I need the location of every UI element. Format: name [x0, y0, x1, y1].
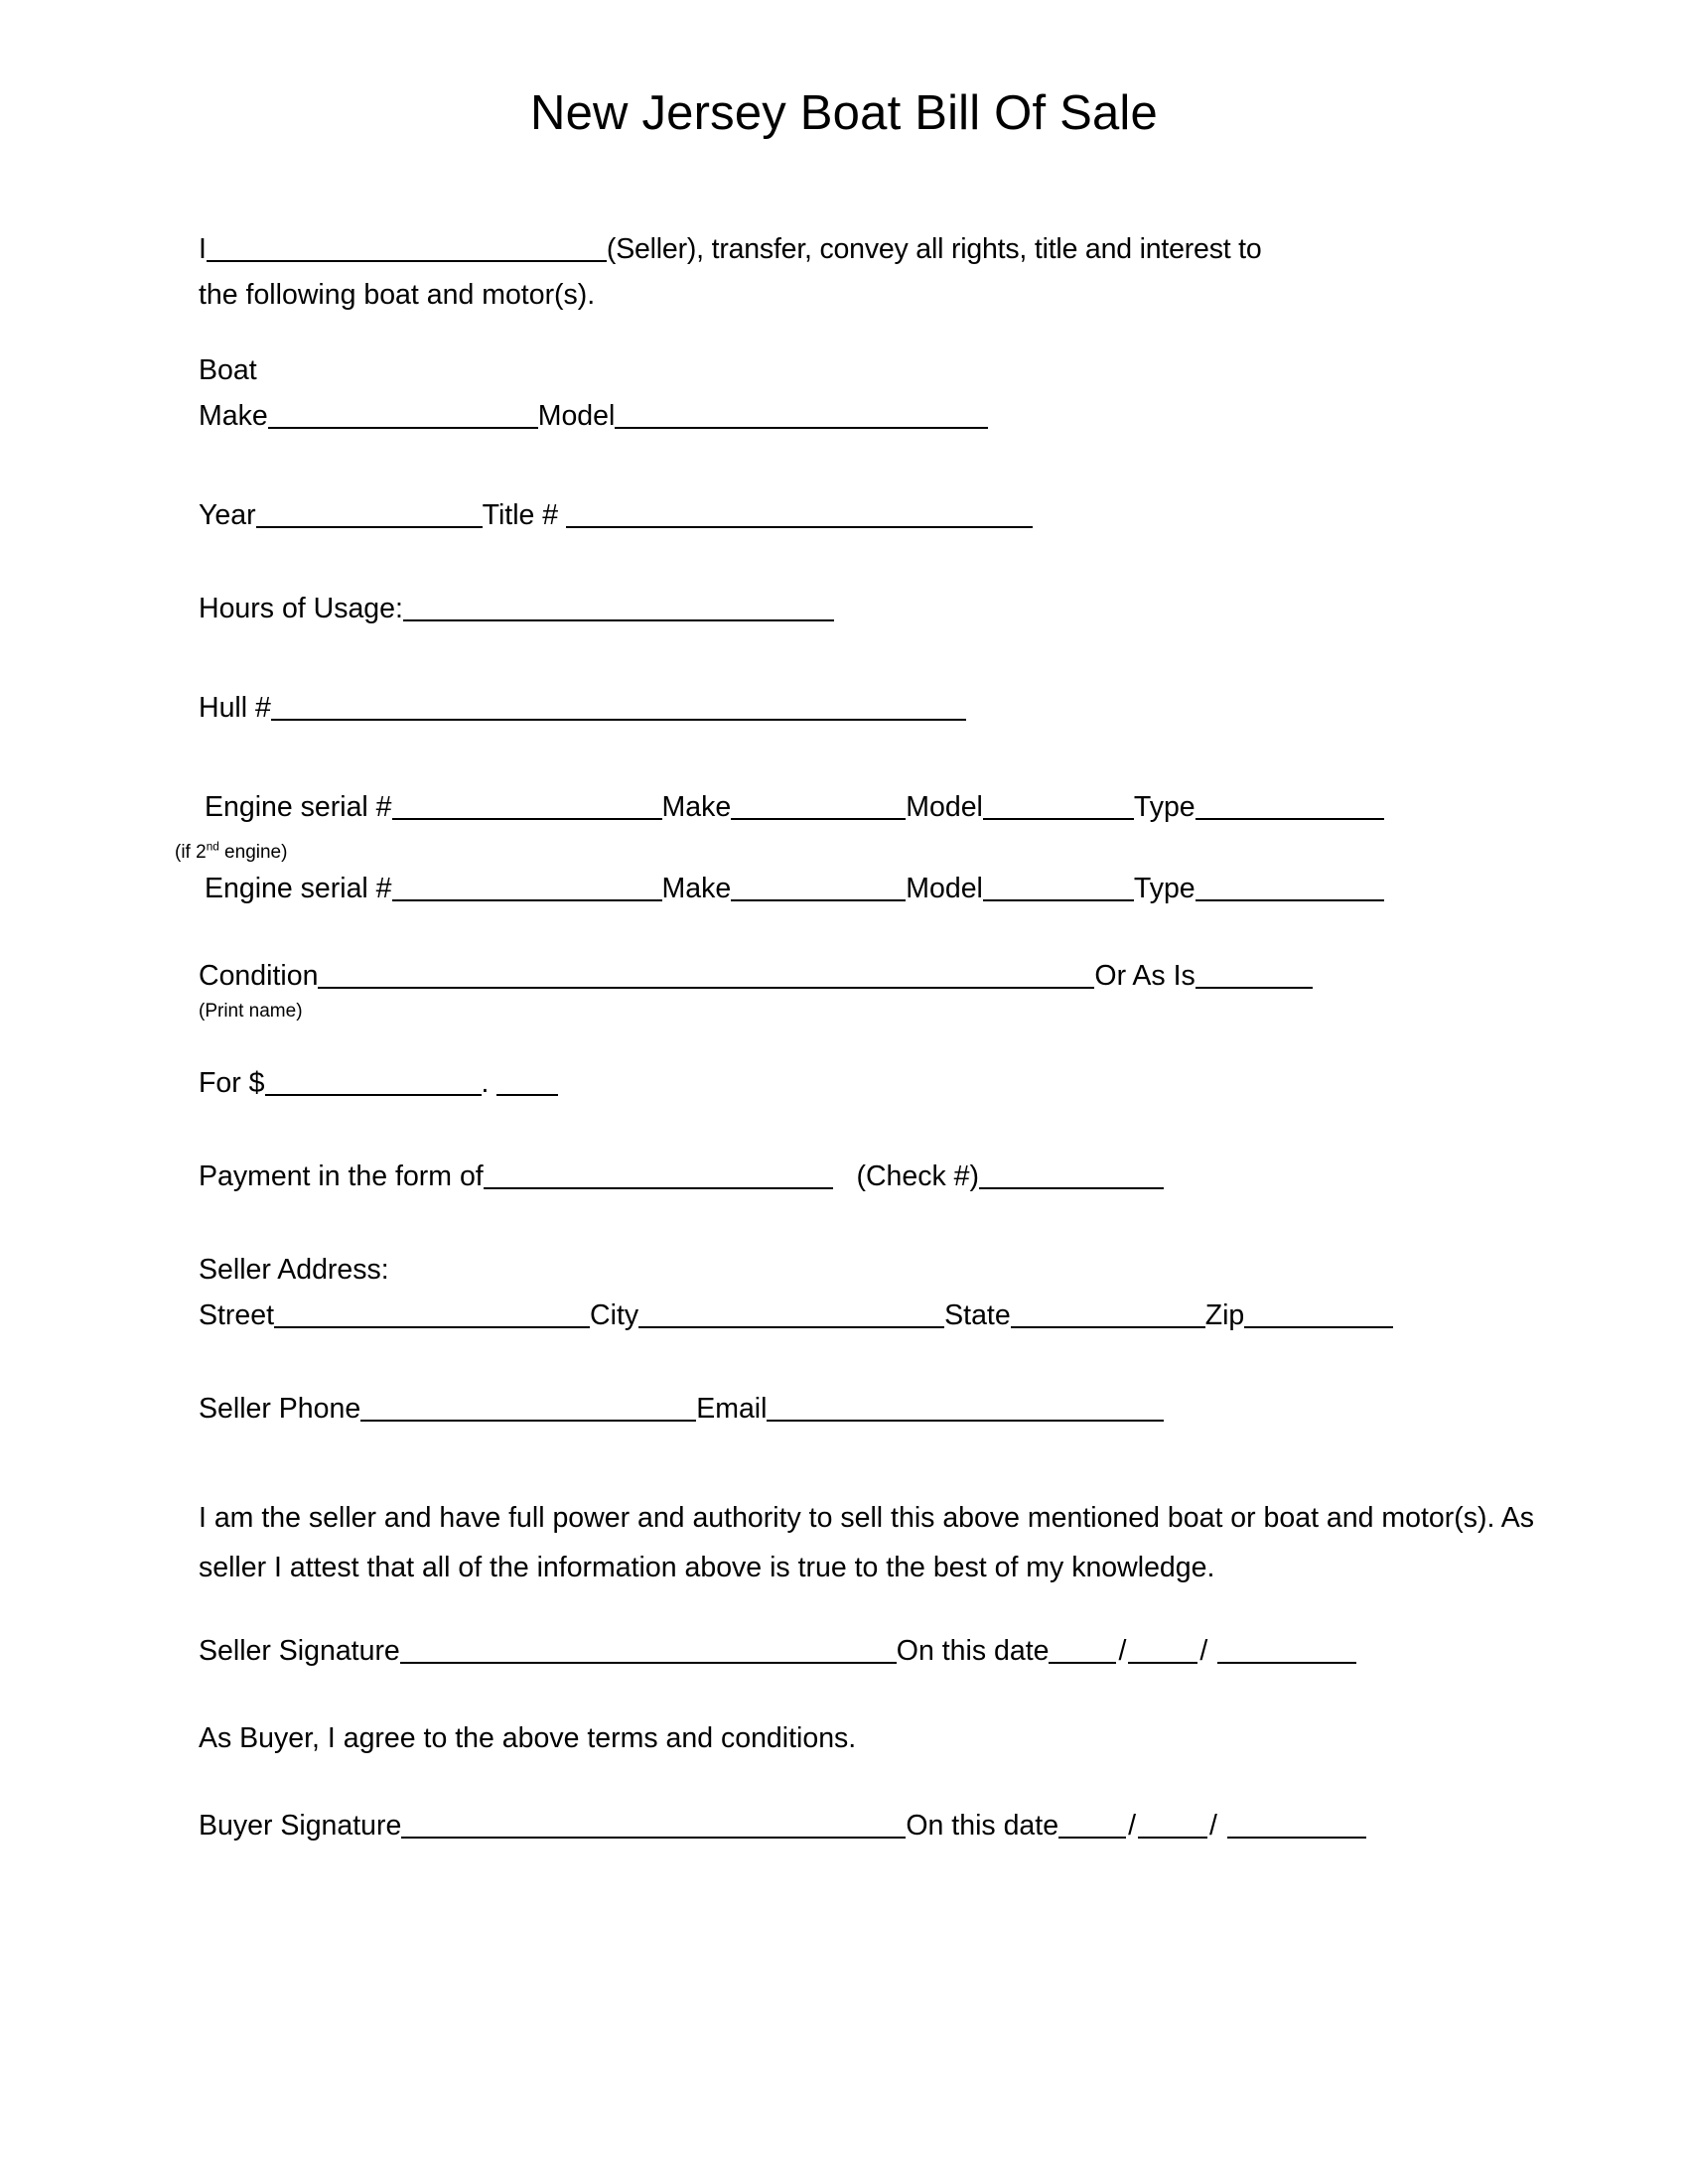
price-cents-blank[interactable]	[496, 1094, 558, 1096]
payment-form-blank[interactable]	[484, 1187, 833, 1189]
intro-line-1	[199, 226, 1549, 272]
intro-after-blank-text: (Seller), transfer, convey all rights, title and interest to	[606, 233, 1262, 265]
seller-address-heading-row	[199, 1247, 1549, 1293]
engine-2-row	[205, 866, 1549, 911]
spacer	[199, 830, 1549, 840]
seller-signature-row	[199, 1628, 1549, 1674]
seller-email-label: Email	[696, 1393, 768, 1425]
boat-make-blank[interactable]	[268, 427, 538, 429]
engine-1-serial-blank[interactable]	[392, 818, 662, 820]
street-blank[interactable]	[274, 1326, 590, 1328]
buyer-terms-text: As Buyer, I agree to the above terms and conditions.	[199, 1722, 857, 1754]
check-number-label: (Check #)	[856, 1160, 980, 1192]
engine-2-model-label: Model	[906, 873, 983, 904]
second-engine-note-suffix: engine)	[218, 842, 288, 863]
spacer	[199, 1024, 1549, 1060]
second-engine-ordinal: nd	[206, 840, 219, 854]
engine-1-make-blank[interactable]	[731, 818, 906, 820]
payment-gap	[833, 1160, 857, 1192]
seller-date-slash-2: /	[1199, 1635, 1208, 1667]
zip-label: Zip	[1204, 1299, 1245, 1331]
condition-blank[interactable]	[318, 987, 1094, 989]
boat-heading-row	[199, 347, 1549, 393]
price-dollars-blank[interactable]	[265, 1094, 482, 1096]
engine-1-row	[205, 784, 1549, 830]
spacer	[199, 1761, 1549, 1803]
buyer-signature-blank[interactable]	[401, 1837, 906, 1839]
spacer	[199, 731, 1549, 784]
seller-date-month-blank[interactable]	[1049, 1662, 1116, 1664]
spacer	[199, 439, 1549, 492]
engine-2-serial-blank[interactable]	[392, 899, 662, 901]
or-as-is-label: Or As Is	[1094, 960, 1196, 992]
hull-label: Hull #	[199, 692, 271, 724]
buyer-date-month-blank[interactable]	[1058, 1837, 1126, 1839]
second-engine-note	[175, 840, 1549, 866]
spacer	[199, 1592, 1549, 1628]
seller-address-heading: Seller Address:	[199, 1254, 389, 1286]
engine-2-type-label: Type	[1133, 873, 1196, 904]
spacer	[199, 1199, 1549, 1247]
engine-2-serial-label: Engine serial #	[205, 873, 392, 904]
buyer-terms-row	[199, 1715, 1549, 1761]
buyer-date-slash-1: /	[1128, 1810, 1136, 1842]
buyer-date-slash-2: /	[1208, 1810, 1217, 1842]
buyer-date-year-blank[interactable]	[1227, 1837, 1366, 1839]
seller-date-slash-1: /	[1118, 1635, 1127, 1667]
boat-year-label: Year	[199, 499, 256, 531]
city-blank[interactable]	[638, 1326, 944, 1328]
seller-name-blank[interactable]	[207, 260, 607, 262]
check-number-blank[interactable]	[979, 1187, 1164, 1189]
price-decimal-point: .	[481, 1067, 497, 1099]
engine-1-type-label: Type	[1133, 791, 1196, 823]
seller-signature-blank[interactable]	[400, 1662, 897, 1664]
hours-label: Hours of Usage:	[199, 593, 403, 624]
boat-title-label: Title #	[482, 499, 567, 531]
spacer	[199, 1674, 1549, 1715]
buyer-signature-label: Buyer Signature	[199, 1810, 402, 1842]
buyer-date-day-blank[interactable]	[1138, 1837, 1207, 1839]
intro-line2-text: the following boat and motor(s).	[199, 279, 596, 311]
boat-year-title-row	[199, 492, 1549, 538]
city-label: City	[590, 1299, 639, 1331]
price-for-label: For $	[199, 1067, 265, 1099]
zip-blank[interactable]	[1244, 1326, 1393, 1328]
engine-1-model-label: Model	[906, 791, 983, 823]
condition-row	[199, 953, 1549, 999]
spacer	[199, 911, 1549, 953]
seller-date-year-blank[interactable]	[1217, 1662, 1356, 1664]
price-row	[199, 1060, 1549, 1106]
hull-row	[199, 685, 1549, 731]
spacer	[199, 318, 1549, 347]
engine-2-make-blank[interactable]	[731, 899, 906, 901]
seller-signature-label: Seller Signature	[199, 1635, 400, 1667]
seller-phone-label: Seller Phone	[199, 1393, 361, 1425]
boat-model-blank[interactable]	[615, 427, 988, 429]
spacer	[199, 1338, 1549, 1386]
seller-date-day-blank[interactable]	[1128, 1662, 1197, 1664]
form-body	[175, 226, 1549, 1848]
second-engine-note-prefix: (if 2	[175, 842, 207, 863]
seller-signature-date-label: On this date	[896, 1635, 1050, 1667]
boat-heading: Boat	[199, 354, 257, 386]
hours-of-usage-row	[199, 586, 1549, 631]
spacer	[199, 1106, 1549, 1154]
hours-blank[interactable]	[403, 619, 834, 621]
attestation-paragraph: I am the seller and have full power and authority to sell this above mentioned boat or boat and motor(s). As seller I attest that all of the information above is true to the best of my knowledge.	[199, 1502, 1535, 1583]
boat-model-label: Model	[537, 400, 616, 432]
engine-1-model-blank[interactable]	[983, 818, 1134, 820]
state-blank[interactable]	[1011, 1326, 1205, 1328]
engine-2-type-blank[interactable]	[1196, 899, 1384, 901]
as-is-blank[interactable]	[1196, 987, 1313, 989]
seller-address-fields-row	[199, 1293, 1549, 1338]
seller-phone-blank[interactable]	[360, 1420, 696, 1422]
engine-1-serial-label: Engine serial #	[205, 791, 392, 823]
engine-1-type-blank[interactable]	[1196, 818, 1384, 820]
intro-line-2	[199, 272, 1549, 318]
buyer-signature-row	[199, 1803, 1549, 1848]
seller-email-blank[interactable]	[767, 1420, 1164, 1422]
boat-make-label: Make	[199, 400, 268, 432]
state-label: State	[944, 1299, 1011, 1331]
intro-lead-text: I	[199, 233, 207, 265]
boat-title-blank[interactable]	[566, 526, 1033, 528]
spacer	[199, 1432, 1549, 1493]
engine-2-model-blank[interactable]	[983, 899, 1134, 901]
page-title: New Jersey Boat Bill Of Sale	[530, 86, 1158, 140]
spacer	[199, 631, 1549, 685]
engine-1-make-label: Make	[661, 791, 732, 823]
boat-year-blank[interactable]	[256, 526, 483, 528]
condition-label: Condition	[199, 960, 319, 992]
payment-label: Payment in the form of	[199, 1160, 484, 1192]
print-name-note: (Print name)	[199, 1001, 303, 1022]
spacer	[199, 538, 1549, 586]
payment-row	[199, 1154, 1549, 1199]
hull-blank[interactable]	[271, 719, 966, 721]
seller-contact-row	[199, 1386, 1549, 1432]
buyer-signature-date-label: On this date	[906, 1810, 1059, 1842]
engine-2-make-label: Make	[661, 873, 732, 904]
street-label: Street	[199, 1299, 275, 1331]
boat-make-model-row	[199, 393, 1549, 439]
